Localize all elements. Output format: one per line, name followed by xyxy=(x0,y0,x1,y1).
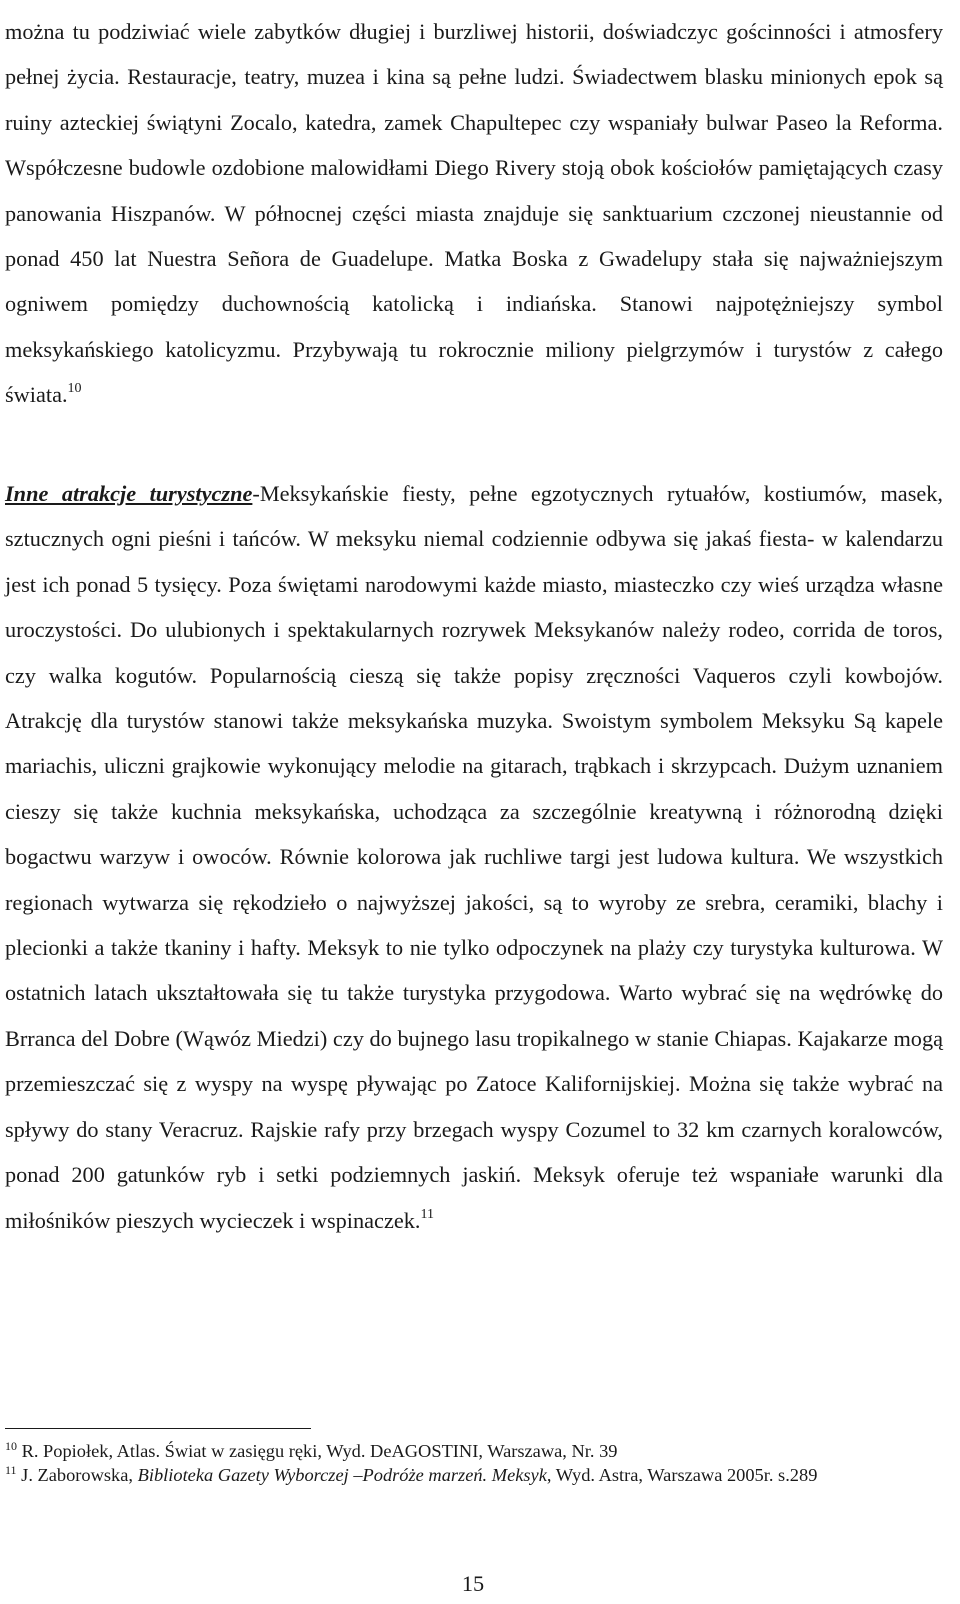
footnote-book-title: Biblioteka Gazety Wyborczej –Podróże marzeń. Meksyk xyxy=(137,1465,547,1485)
footnote-10 xyxy=(5,1439,943,1463)
paragraph-text: -Meksykańskie fiesty, pełne egzotycznych rytuałów, kostiumów, masek, sztucznych ogni pieśni i tańców. W meksyku niemal codziennie odbywa się jakaś fiesta- w kalendarzu jest ich ponad 5 tysięcy. Poza świętami narodowymi każde miasto, miasteczko czy wieś urządza własne uroczystości. Do ulubionych i spektakularnych rozrywek Meksykanów należy rodeo, corrida de toros, czy walka kogutów. Popularnością cieszą się także popisy zręczności Vaqueros czyli kowbojów. Atrakcję dla turystów stanowi także meksykańska muzyka. Swoistym symbolem Meksyku Są kapele mariachis, uliczni grajkowie wykonujący melodie na gitarach, trąbkach i skrzypcach. Dużym uznaniem cieszy się także kuchnia meksykańska, uchodząca za szczególnie kreatywną i różnorodną dzięki bogactwu warzyw i owoców. Równie kolorowa jak ruchliwe targi jest ludowa kultura. We wszystkich regionach wytwarza się rękodzieło o najwyższej jakości, są to wyroby ze srebra, ceramiki, blachy i plecionki a także tkaniny i hafty. Meksyk to nie tylko odpoczynek na plaży czy turystyka kulturowa. W ostatnich latach ukształtowała się tu także turystyka przygodowa. Warto wybrać się na wędrówkę do Brranca del Dobre (Wąwóz Miedzi) czy do bujnego lasu tropikalnego w stanie Chiapas. Kajakarze mogą przemieszczać się z wyspy na wyspę pływając po Zatoce Kalifornijskiej. Można się także wybrać na spływy do stany Veracruz. Rajskie rafy przy brzegach wyspy Cozumel to 32 km czarnych koralowców, ponad 200 gatunków ryb i setki podziemnych jaskiń. Meksyk oferuje też wspaniałe warunki dla miłośników pieszych wycieczek i wspinaczek. xyxy=(5,481,943,1233)
footnote-ref-11[interactable]: 11 xyxy=(420,1206,434,1222)
footnote-text: J. Zaborowska, xyxy=(16,1465,138,1485)
paragraph-text: można tu podziwiać wiele zabytków długiej i burzliwej historii, doświadczyc gościnności i atmosfery pełnej życia. Restauracje, teatry, muzea i kina są pełne ludzi. Świadectwem blasku minionych epok są ruiny azteckiej świątyni Zocalo, katedra, zamek Chapultepec czy wspaniały bulwar Paseo la Reforma. Współczesne budowle ozdobione malowidłami Diego Rivery stoją obok kościołów pamiętających czasy panowania Hiszpanów. W północnej części miasta znajduje się sanktuarium czczonej nieustannie od ponad 450 lat Nuestra Señora de Guadelupe. Matka Boska z Gwadelupy stała się najważniejszym ogniwem pomiędzy duchownością katolicką i indiańska. Stanowi najpotężniejszy symbol meksykańskiego katolicyzmu. Przybywają tu rokrocznie miliony pielgrzymów i turystów z całego świata. xyxy=(5,19,943,408)
page-number: 15 xyxy=(461,1571,485,1596)
footnotes xyxy=(5,1439,943,1487)
footnote-number: 11 xyxy=(5,1463,17,1477)
footnote-11 xyxy=(5,1463,943,1487)
footnote-ref-10[interactable]: 10 xyxy=(67,381,82,397)
footnote-text: R. Popiołek, Atlas. Świat w zasięgu ręki, Wyd. DeAGOSTINI, Warszawa, Nr. 39 xyxy=(17,1441,618,1461)
paragraph-atrakcje xyxy=(5,471,943,1243)
paragraph-zabytki xyxy=(5,9,943,418)
section-lead-heading: Inne atrakcje turystyczne xyxy=(5,481,253,506)
footnote-text: , Wyd. Astra, Warszawa 2005r. s.289 xyxy=(546,1465,818,1485)
footnote-separator xyxy=(5,1428,311,1429)
footnote-number: 10 xyxy=(5,1439,17,1453)
